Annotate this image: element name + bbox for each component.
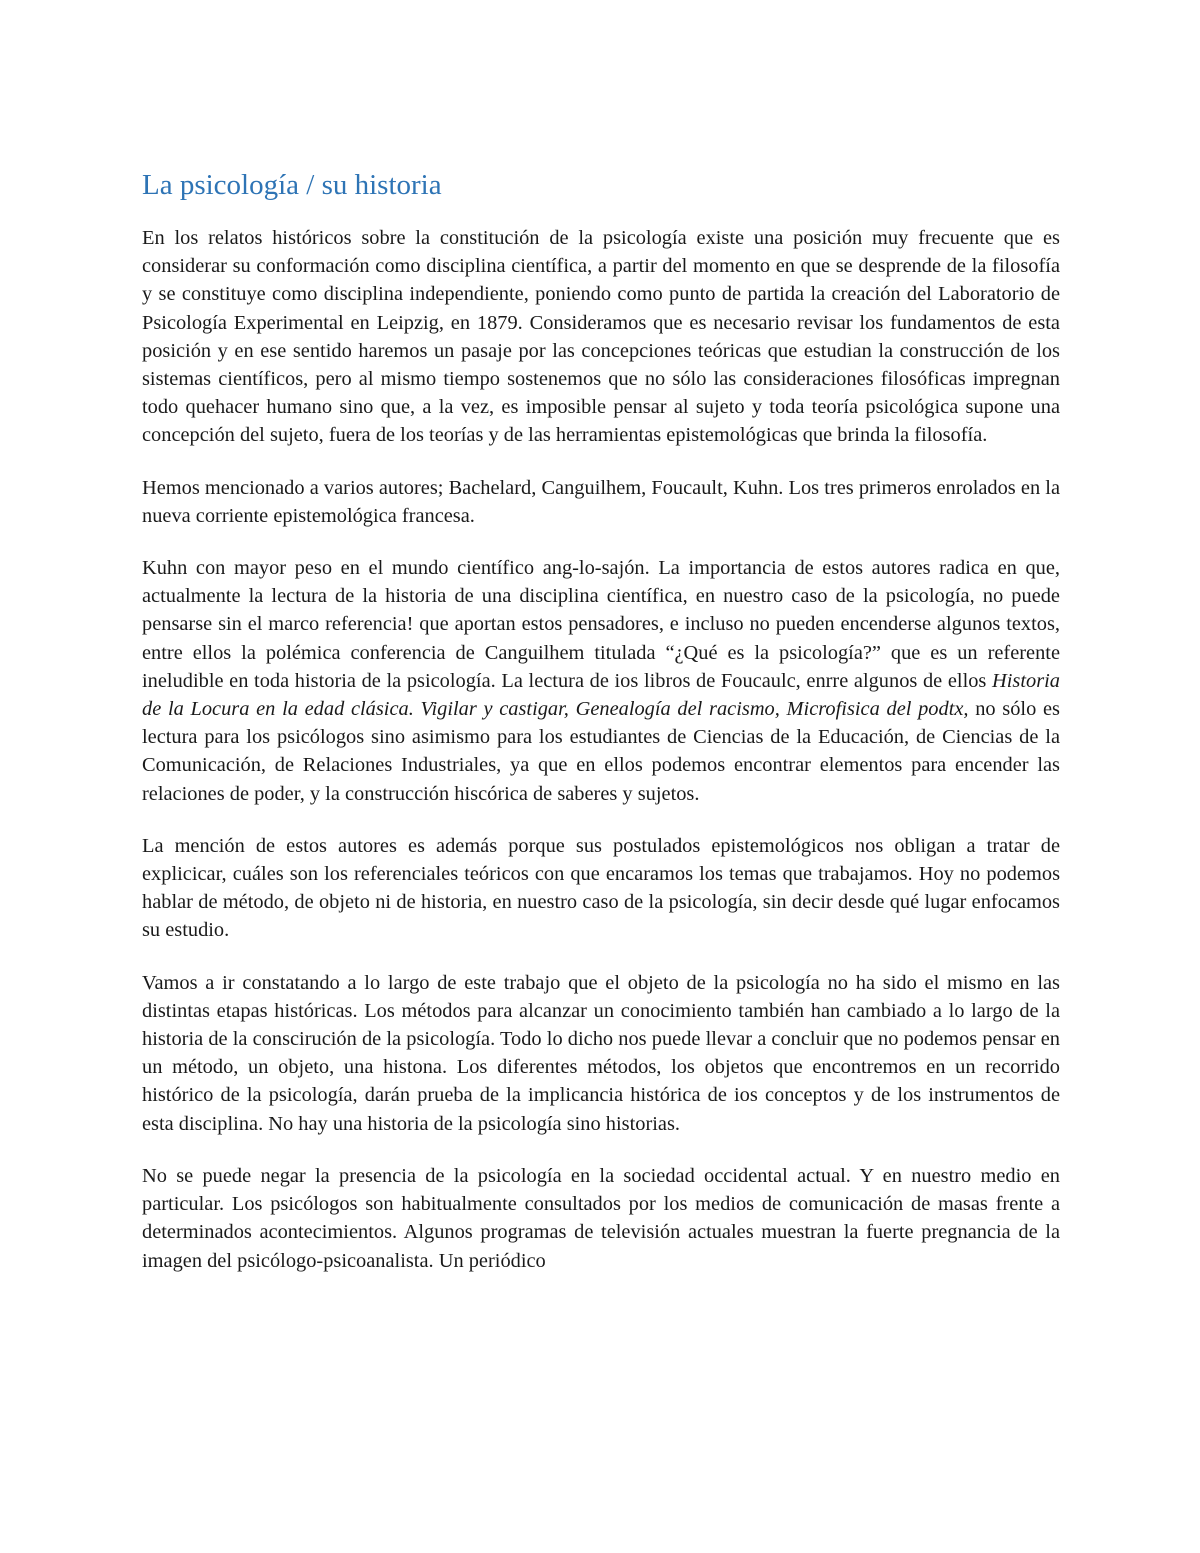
- page-title: La psicología / su historia: [142, 169, 442, 201]
- paragraph-1: En los relatos históricos sobre la constitución de la psicología existe una posición muy frecuente que es considerar su conformación como disciplina científica, a partir del momento en que se desprende de la filosofía y se constituye como disciplina independiente, poniendo como punto de partida la creación del Laboratorio de Psicología Experimental en Leipzig, en 1879. Consideramos que es necesario revisar los fundamentos de esta posición y en ese sentido haremos un pasaje por las concepciones teóricas que estudian la construcción de los sistemas científicos, pero al mismo tiempo sostenemos que no sólo las consideraciones filosóficas impregnan todo quehacer humano sino que, a la vez, es imposible pensar al sujeto y toda teoría psicológica supone una concepción del sujeto, fuera de los teorías y de las herramientas epistemológicas que brinda la filosofía.: [142, 227, 1060, 447]
- paragraph-3: [142, 554, 1060, 808]
- paragraph-3-text-end: no sólo es lectura para los psicólogos sino asimismo para los estudiantes de Ciencias de la Educación, de Ciencias de la Comunicación, de Relaciones Industriales, ya que en ellos podemos encontrar elementos para encender las relaciones de poder, y la construcción hiscórica de saberes y sujetos.: [142, 698, 1060, 805]
- paragraph-3-text-start: Kuhn con mayor peso en el mundo científico ang-lo-sajón. La importancia de estos autores radica en que, actualmente la lectura de la historia de una disciplina científica, en nuestro caso de la psicología, no puede pensarse sin el marco referencia! que aportan estos pensadores, e incluso no pueden encenderse algunos textos, entre ellos la polémica conferencia de Canguilhem titulada “¿Qué es la psicología?” que es un referente ineludible en toda historia de la psicología. La lectura de ios libros de Foucaulc, enrre algunos de ellos: [142, 557, 1060, 692]
- paragraph-2: Hemos mencionado a varios autores; Bachelard, Canguilhem, Foucault, Kuhn. Los tres primeros enrolados en la nueva corriente epistemológica francesa.: [142, 476, 1060, 527]
- paragraph-6: No se puede negar la presencia de la psicología en la sociedad occidental actual. Y en nuestro medio en particular. Los psicólogos son habitualmente consultados por los medios de comunicación de masas frente a determinados acontecimientos. Algunos programas de televisión actuales muestran la fuerte pregnancia de la imagen del psicólogo-psicoanalista. Un periódico: [142, 1164, 1060, 1272]
- paragraph-4: La mención de estos autores es además porque sus postulados epistemológicos nos obligan a tratar de explicicar, cuáles son los referenciales teóricos con que encaramos los temas que trabajamos. Hoy no podemos hablar de método, de objeto ni de historia, en nuestro caso de la psicología, sin decir desde qué lugar enfocamos su estudio.: [142, 834, 1060, 942]
- paragraph-5: Vamos a ir constatando a lo largo de este trabajo que el objeto de la psicología no ha sido el mismo en las distintas etapas históricas. Los métodos para alcanzar un conocimiento también han cambiado a lo largo de la historia de la conscirución de la psicología. Todo lo dicho nos puede llevar a concluir que no podemos pensar en un método, un objeto, una histona. Los diferentes métodos, los objetos que encontremos en un recorrido histórico de la psicología, darán prueba de la implicancia histórica de ios conceptos y de los instrumentos de esta disciplina. No hay una historia de la psicología sino historias.: [142, 971, 1060, 1135]
- document-page: [142, 165, 1060, 1299]
- paragraph-3-book-titles: Historia de la Locura en la edad clásica. Vigilar y castigar, Genealogía del racismo, Microfisica del podtx,: [142, 669, 1060, 721]
